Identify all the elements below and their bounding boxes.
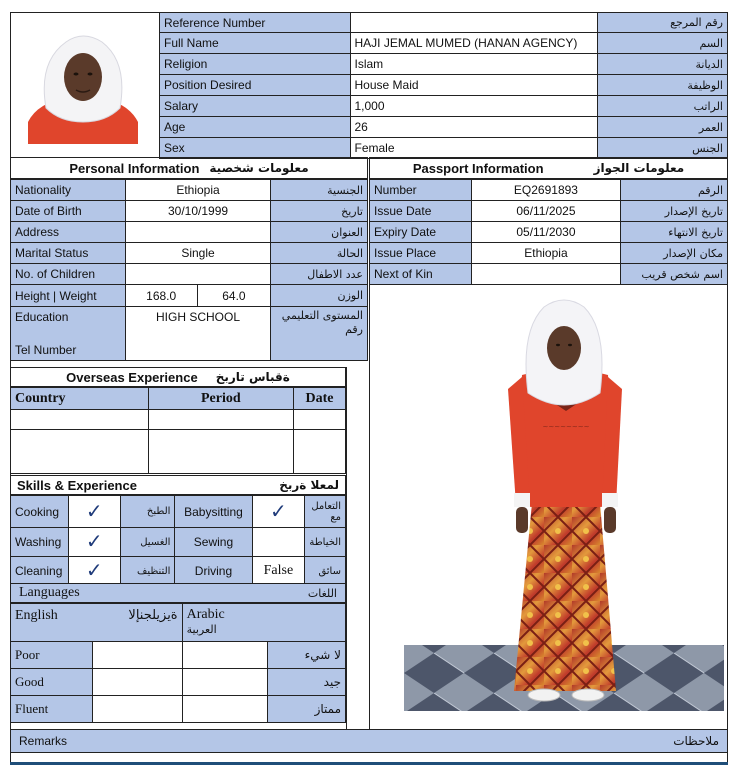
skill-label-ar: التنظيف (120, 557, 175, 586)
skill-label-ar: التعامل مع (305, 496, 346, 528)
top-info-value: House Maid (350, 75, 598, 96)
personal-info-value (125, 264, 271, 285)
top-info-label-ar: السم (598, 33, 728, 54)
overseas-col-period: Period (148, 388, 293, 410)
education-value: HIGH SCHOOL (125, 307, 271, 361)
education-label-cell (11, 307, 126, 361)
skill-label-ar: الخياطة (305, 528, 346, 557)
skill-value (252, 528, 305, 557)
language-level-row (11, 696, 346, 723)
languages-header (10, 583, 346, 603)
language-level-arabic (182, 642, 268, 669)
skills-table (10, 495, 346, 586)
skill-label: Driving (175, 557, 252, 586)
personal-info-label-ar: عدد الاطفال (271, 264, 368, 285)
top-info-table (159, 12, 728, 159)
top-info-value: Islam (350, 54, 598, 75)
top-info-label: Full Name (160, 33, 351, 54)
passport-info-value: Ethiopia (471, 243, 620, 264)
top-info-row (160, 54, 728, 75)
overseas-header (10, 367, 346, 387)
svg-text:~~~~~~~~: ~~~~~~~~ (542, 423, 590, 431)
passport-info-row (370, 180, 728, 201)
top-info-row (160, 96, 728, 117)
height-weight-label-ar: الوزن (271, 285, 368, 307)
personal-info-row (11, 180, 368, 201)
personal-info-label: Address (11, 222, 126, 243)
passport-info-label-ar: اسم شخص قريب (621, 264, 728, 285)
skill-check-mark: ✓ (68, 528, 120, 557)
language-level-label-ar: جيد (268, 669, 346, 696)
top-info-value: 26 (350, 117, 598, 138)
top-info-row (160, 138, 728, 159)
footer-bar (10, 762, 728, 765)
personal-info-row (11, 243, 368, 264)
language-level-english (92, 669, 182, 696)
personal-info-title: Personal Information (69, 160, 200, 176)
skills-row (11, 496, 346, 528)
overseas-col-country: Country (11, 388, 149, 410)
personal-info-label: No. of Children (11, 264, 126, 285)
skill-label-ar: الغسيل (120, 528, 175, 557)
personal-info-row (11, 222, 368, 243)
personal-info-table (10, 179, 368, 361)
skill-label: Sewing (175, 528, 252, 557)
top-info-label: Sex (160, 138, 351, 159)
passport-info-row (370, 222, 728, 243)
personal-info-row (11, 201, 368, 222)
height-weight-label: Height | Weight (11, 285, 126, 307)
top-info-row (160, 13, 728, 33)
education-label-ar-cell (271, 307, 368, 361)
arabic-label-cell (182, 604, 345, 642)
personal-info-value: 30/10/1999 (125, 201, 271, 222)
remarks-label-ar: ملاحظات (673, 734, 719, 748)
passport-info-label-ar: الرقم (621, 180, 728, 201)
passport-info-value: 06/11/2025 (471, 201, 620, 222)
top-info-value: Female (350, 138, 598, 159)
languages-table (10, 603, 346, 723)
passport-info-row (370, 264, 728, 285)
passport-info-row (370, 243, 728, 264)
arabic-label: Arabic (186, 607, 225, 622)
english-label-cell (11, 604, 93, 642)
personal-info-header (10, 157, 368, 179)
passport-info-label: Number (370, 180, 472, 201)
headshot-photo (18, 22, 148, 144)
skill-label: Babysitting (175, 496, 252, 528)
skill-check-mark: ✓ (68, 557, 120, 586)
top-info-label-ar: العمر (598, 117, 728, 138)
passport-info-title-ar: معلومات الجواز (593, 161, 685, 175)
education-label: Education (15, 310, 69, 324)
personal-info-row (11, 264, 368, 285)
tel-number-label: Tel Number (15, 343, 77, 357)
top-info-row (160, 33, 728, 54)
overseas-cell (11, 430, 149, 474)
skills-title-ar: لمعلا ةربخ (279, 478, 339, 492)
personal-info-title-ar: معلومات شخصية (209, 161, 309, 175)
column-divider (346, 367, 347, 729)
arabic-label-ar: العربية (186, 623, 217, 636)
languages-title: Languages (19, 585, 80, 600)
passport-info-label-ar: تاريخ الانتهاء (621, 222, 728, 243)
top-info-label-ar: الديانة (598, 54, 728, 75)
personal-info-label: Date of Birth (11, 201, 126, 222)
overseas-cell (148, 430, 293, 474)
language-level-arabic (182, 669, 268, 696)
education-label-ar: المستوى التعليمي (281, 309, 363, 322)
tel-number-label-ar: رقم (345, 322, 363, 336)
top-info-label: Religion (160, 54, 351, 75)
skill-label: Washing (11, 528, 69, 557)
language-level-label-ar: ممتاز (268, 696, 346, 723)
skill-label-ar: الطبخ (120, 496, 175, 528)
english-label-ar: ةيزيلجنإلا (128, 608, 178, 623)
english-label: English (15, 608, 58, 623)
passport-info-label-ar: مكان الإصدار (621, 243, 728, 264)
top-info-row (160, 75, 728, 96)
top-info-label: Position Desired (160, 75, 351, 96)
english-ar-cell (92, 604, 182, 642)
passport-info-table (369, 179, 728, 285)
overseas-table (10, 387, 346, 474)
top-info-label: Age (160, 117, 351, 138)
education-row (11, 307, 368, 361)
personal-info-value (125, 222, 271, 243)
skill-value: False (252, 557, 305, 586)
skill-label-ar: سائق (305, 557, 346, 586)
language-level-arabic (182, 696, 268, 723)
personal-info-label-ar: العنوان (271, 222, 368, 243)
top-info-value: HAJI JEMAL MUMED (HANAN AGENCY) (350, 33, 598, 54)
language-level-label: Good (11, 669, 93, 696)
language-level-row (11, 642, 346, 669)
top-info-value (350, 13, 598, 33)
top-info-label-ar: الراتب (598, 96, 728, 117)
personal-info-label-ar: الحالة (271, 243, 368, 264)
passport-info-row (370, 201, 728, 222)
weight-value: 64.0 (197, 285, 271, 307)
passport-info-header (369, 157, 728, 179)
personal-info-label-ar: تاريخ (271, 201, 368, 222)
passport-info-value (471, 264, 620, 285)
passport-info-label: Issue Place (370, 243, 472, 264)
top-info-label-ar: رقم المرجع (598, 13, 728, 33)
top-info-label-ar: الوظيفة (598, 75, 728, 96)
passport-info-title: Passport Information (412, 160, 544, 176)
overseas-title: Overseas Experience (66, 369, 198, 385)
overseas-col-date: Date (294, 388, 346, 410)
personal-info-label: Nationality (11, 180, 126, 201)
top-info-label: Reference Number (160, 13, 351, 33)
language-level-label: Poor (11, 642, 93, 669)
language-level-label-ar: لا شيء (268, 642, 346, 669)
height-value: 168.0 (125, 285, 197, 307)
top-info-label-ar: الجنس (598, 138, 728, 159)
language-level-label: Fluent (11, 696, 93, 723)
top-info-value: 1,000 (350, 96, 598, 117)
overseas-cell (148, 410, 293, 430)
skills-row (11, 528, 346, 557)
skill-label: Cooking (11, 496, 69, 528)
passport-info-label-ar: تاريخ الإصدار (621, 201, 728, 222)
language-level-english (92, 696, 182, 723)
skills-title: Skills & Experience (17, 477, 137, 493)
remarks-label: Remarks (19, 734, 68, 748)
passport-info-label: Next of Kin (370, 264, 472, 285)
overseas-title-ar: ةقباس تاربخ (215, 370, 290, 384)
language-level-row (11, 669, 346, 696)
overseas-cell (294, 430, 346, 474)
passport-info-value: EQ2691893 (471, 180, 620, 201)
fullbody-photo (404, 293, 724, 711)
skill-label: Cleaning (11, 557, 69, 586)
languages-title-ar: اللغات (307, 586, 337, 600)
top-info-row (160, 117, 728, 138)
skills-header (10, 475, 346, 495)
passport-info-value: 05/11/2030 (471, 222, 620, 243)
personal-info-label-ar: الجنسية (271, 180, 368, 201)
passport-info-label: Issue Date (370, 201, 472, 222)
personal-info-label: Marital Status (11, 243, 126, 264)
overseas-cell (11, 410, 149, 430)
height-weight-row (11, 285, 368, 307)
top-info-label: Salary (160, 96, 351, 117)
personal-info-value: Single (125, 243, 271, 264)
skill-check-mark: ✓ (68, 496, 120, 528)
skills-row (11, 557, 346, 586)
language-level-english (92, 642, 182, 669)
overseas-cell (294, 410, 346, 430)
skill-value: ✓ (252, 496, 305, 528)
passport-info-label: Expiry Date (370, 222, 472, 243)
remarks-row (10, 729, 728, 753)
personal-info-value: Ethiopia (125, 180, 271, 201)
